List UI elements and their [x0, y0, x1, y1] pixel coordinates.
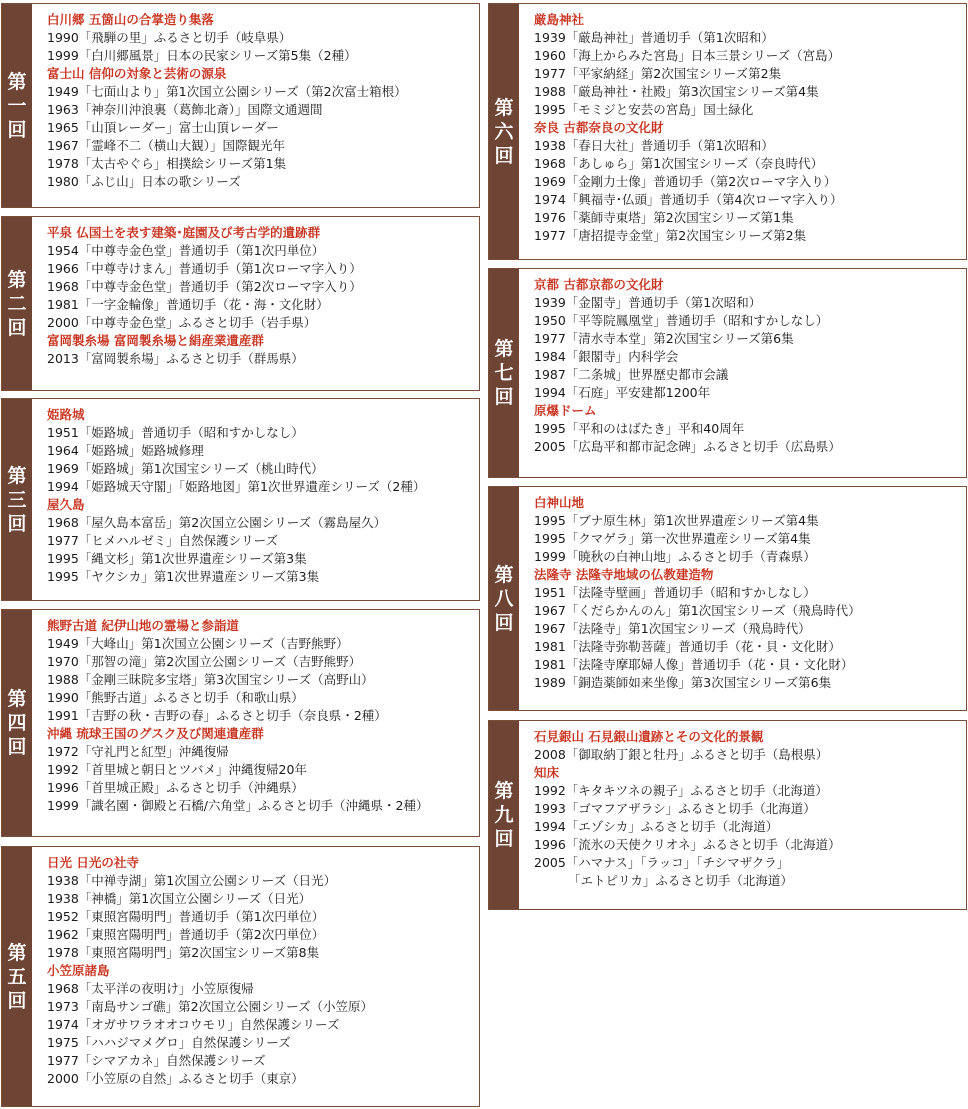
site-heading: 白川郷 五箇山の合掌造り集落 [47, 12, 214, 27]
site-heading: 京都 古都京都の文化財 [534, 277, 664, 292]
stamp-entry: 1993「ゴマフアザラシ」ふるさと切手（北海道） [534, 801, 816, 816]
site-heading: 小笠原諸島 [47, 963, 110, 978]
stamp-entry: 2005「ハマナス」「ラッコ」「チシマザクラ」 [534, 855, 790, 870]
stamp-entry: 1984「銀閣寺」内科学会 [534, 349, 679, 364]
stamp-entry: 1949「大峰山」第1次国立公園シリーズ（吉野熊野） [47, 636, 349, 651]
card-body [32, 399, 479, 600]
stamp-entry: 1968「中尊寺金色堂」普通切手（第2次ローマ字入り） [47, 279, 362, 294]
card-body [32, 4, 479, 207]
stamp-entry: 1974「興福寺･仏頭」普通切手（第4次ローマ字入り） [534, 192, 843, 207]
stamp-entry: 1972「守礼門と紅型」沖縄復帰 [47, 744, 229, 759]
stamp-entry: 1965「山頂レーダー」富士山頂レーダー [47, 120, 279, 135]
card-round-4 [1, 609, 480, 837]
stamp-entry: 1977「清水寺本堂」第2次国宝シリーズ第6集 [534, 331, 794, 346]
round-label: 第三回 [7, 464, 27, 535]
round-label: 第二回 [7, 268, 27, 339]
stamp-entry: 1949「七面山より」第1次国立公園シリーズ（第2次富士箱根） [47, 84, 407, 99]
round-label: 第六回 [494, 96, 514, 167]
stamp-entry: 1999「暁秋の白神山地」ふるさと切手（青森県） [534, 549, 816, 564]
round-label: 第五回 [7, 941, 27, 1012]
site-heading: 沖縄 琉球王国のグスク及び関連遺産群 [47, 726, 264, 741]
stamp-entry: 1966「中尊寺けまん」普通切手（第1次ローマ字入り） [47, 261, 362, 276]
stamp-entry: 1952「東照宮陽明門」普通切手（第1次円単位） [47, 909, 325, 924]
stamp-entry: 1938「春日大社」普通切手（第1次昭和） [534, 138, 774, 153]
card-round-9 [488, 720, 967, 910]
stamp-entry: 1974「オガサワラオオコウモリ」自然保護シリーズ [47, 1017, 340, 1032]
stamp-entry: 1992「キタキツネの親子」ふるさと切手（北海道） [534, 783, 828, 798]
round-rail [489, 269, 519, 477]
stamp-entry: 1992「首里城と朝日とツバメ」沖縄復帰20年 [47, 762, 307, 777]
stamp-entry: 1988「金剛三昧院多宝塔」第3次国宝シリーズ（高野山） [47, 672, 374, 687]
card-round-8 [488, 486, 967, 711]
stamp-entry: 1968「あしゅら」第1次国宝シリーズ（奈良時代） [534, 156, 824, 171]
stamp-entry: 1995「モミジと安芸の宮島」国土緑化 [534, 102, 754, 117]
site-heading: 姫路城 [47, 407, 85, 422]
card-round-7 [488, 268, 967, 478]
stamp-entry: 1999「白川郷風景」日本の民家シリーズ第5集（2種） [47, 48, 357, 63]
round-rail [489, 721, 519, 909]
stamp-entry: 1938「中禅寺湖」第1次国立公園シリーズ（日光） [47, 873, 337, 888]
stamp-entry: 1939「厳島神社」普通切手（第1次昭和） [534, 30, 774, 45]
stamp-entry: 1978「東照宮陽明門」第2次国宝シリーズ第8集 [47, 945, 320, 960]
stamp-entry: 1938「神橋」第1次国立公園シリーズ（日光） [47, 891, 312, 906]
stamp-entry: 1970「那智の滝」第2次国立公園シリーズ（吉野熊野） [47, 654, 362, 669]
site-heading: 平泉 仏国土を表す建築･庭園及び考古学的遺跡群 [47, 225, 321, 240]
stamp-entry: 1977「唐招提寺金堂」第2次国宝シリーズ第2集 [534, 228, 807, 243]
stamp-entry: 2000「小笠原の自然」ふるさと切手（東京） [47, 1071, 304, 1086]
site-heading: 法隆寺 法隆寺地域の仏教建造物 [534, 567, 714, 582]
stamp-entry: 1967「霊峰不二（横山大観）」国際観光年 [47, 138, 286, 153]
stamp-entry: 1990「熊野古道」ふるさと切手（和歌山県） [47, 690, 304, 705]
round-rail [2, 4, 32, 207]
stamp-entry: 1960「海上からみた宮島」日本三景シリーズ（宮島） [534, 48, 841, 63]
card-body [519, 4, 966, 259]
stamp-entry: 1975「ハハジマメグロ」自然保護シリーズ [47, 1035, 291, 1050]
stamp-entry: 1996「流氷の天使クリオネ」ふるさと切手（北海道） [534, 837, 841, 852]
site-heading: 石見銀山 石見銀山遺跡とその文化的景観 [534, 729, 764, 744]
site-heading: 屋久島 [47, 497, 85, 512]
round-rail [2, 217, 32, 390]
stamp-entry: 1996「首里城正殿」ふるさと切手（沖縄県） [47, 780, 304, 795]
stamp-entry: 2000「中尊寺金色堂」ふるさと切手（岩手県） [47, 315, 317, 330]
card-body [32, 847, 479, 1106]
site-heading: 熊野古道 紀伊山地の霊場と参詣道 [47, 618, 239, 633]
round-rail [2, 610, 32, 836]
stamp-entry: 1978「太古やぐら」相撲絵シリーズ第1集 [47, 156, 287, 171]
stamp-entry: 2005「広島平和都市記念碑」ふるさと切手（広島県） [534, 439, 841, 454]
stamp-entry: 1990「飛騨の里」ふるさと切手（岐阜県） [47, 30, 292, 45]
stamp-entry: 1995「ブナ原生林」第1次世界遺産シリーズ第4集 [534, 513, 819, 528]
stamp-entry: 1973「南島サンゴ礁」第2次国立公園シリーズ（小笠原） [47, 999, 374, 1014]
stamp-entry: 1995「クマゲラ」第一次世界遺産シリーズ第4集 [534, 531, 811, 546]
round-label: 第七回 [494, 338, 514, 408]
stamp-entry: 1976「薬師寺東塔」第2次国宝シリーズ第1集 [534, 210, 794, 225]
stamp-entry: 1954「中尊寺金色堂」普通切手（第1次円単位） [47, 243, 325, 258]
round-label: 第一回 [7, 70, 27, 141]
stamp-entry: 1964「姫路城」姫路城修理 [47, 443, 204, 458]
stamp-entry: 1963「神奈川沖浪裏（葛飾北斎）」国際文通週間 [47, 102, 323, 117]
site-heading: 日光 日光の社寺 [47, 855, 139, 870]
stamp-entry: 「エトピリカ」ふるさと切手（北海道） [568, 873, 793, 888]
stamp-entry: 1991「吉野の秋・吉野の春」ふるさと切手（奈良県・2種） [47, 708, 387, 723]
card-round-2 [1, 216, 480, 391]
site-heading: 知床 [534, 765, 560, 780]
site-heading: 原爆ドーム [534, 403, 597, 418]
stamp-entry: 1967「くだらかんのん」第1次国宝シリーズ（飛鳥時代） [534, 603, 861, 618]
stamp-entry: 2013「富岡製糸場」ふるさと切手（群馬県） [47, 351, 304, 366]
card-round-5 [1, 846, 480, 1107]
stamp-entry: 1968「太平洋の夜明け」小笠原復帰 [47, 981, 254, 996]
stamp-entry: 1987「二条城」世界歴史都市会議 [534, 367, 729, 382]
stamp-entry: 1977「シマアカネ」自然保護シリーズ [47, 1053, 266, 1068]
round-rail [489, 4, 519, 259]
site-heading: 厳島神社 [534, 12, 585, 27]
card-round-6 [488, 3, 967, 260]
site-heading: 白神山地 [534, 495, 585, 510]
stamp-entry: 1968「屋久島本富岳」第2次国立公園シリーズ（霧島屋久） [47, 515, 387, 530]
round-rail [2, 399, 32, 600]
stamp-entry: 1977「ヒメハルゼミ」自然保護シリーズ [47, 533, 279, 548]
stamp-entry: 1977「平家納経」第2次国宝シリーズ第2集 [534, 66, 782, 81]
stamp-entry: 1962「東照宮陽明門」普通切手（第2次円単位） [47, 927, 325, 942]
card-body [32, 217, 479, 390]
stamp-entry: 1951「姫路城」普通切手（昭和すかしなし） [47, 425, 304, 440]
stamp-entry: 1951「法隆寺壁画」普通切手（昭和すかしなし） [534, 585, 816, 600]
stamp-entry: 1994「姫路城天守閣」「姫路地図」第1次世界遺産シリーズ（2種） [47, 479, 426, 494]
site-heading: 奈良 古都奈良の文化財 [534, 120, 664, 135]
card-body [519, 269, 966, 477]
stamp-entry: 1950「平等院鳳凰堂」普通切手（昭和すかしなし） [534, 313, 829, 328]
card-round-1 [1, 3, 480, 208]
stamp-entry: 1989「銅造薬師如来坐像」第3次国宝シリーズ第6集 [534, 675, 832, 690]
stamp-entry: 1969「金剛力士像」普通切手（第2次ローマ字入り） [534, 174, 837, 189]
card-body [519, 721, 966, 909]
stamp-entry: 1980「ふじ山」日本の歌シリーズ [47, 174, 241, 189]
card-body [32, 610, 479, 836]
round-label: 第四回 [7, 688, 27, 758]
stamp-entry: 2008「御取納丁銀と牡丹」ふるさと切手（島根県） [534, 747, 829, 762]
stamp-entry: 1995「縄文杉」第1次世界遺産シリーズ第3集 [47, 551, 307, 566]
stamp-entry: 1995「ヤクシカ」第1次世界遺産シリーズ第3集 [47, 569, 320, 584]
stamp-entry: 1994「エゾシカ」ふるさと切手（北海道） [534, 819, 779, 834]
round-label: 第九回 [494, 780, 514, 850]
stamp-entry: 1939「金閣寺」普通切手（第1次昭和） [534, 295, 762, 310]
card-round-3 [1, 398, 480, 601]
stamp-entry: 1969「姫路城」第1次国宝シリーズ（桃山時代） [47, 461, 324, 476]
stamp-entry: 1981「法隆寺弥勒菩薩」普通切手（花・貝・文化財） [534, 639, 841, 654]
round-rail [489, 487, 519, 710]
card-body [519, 487, 966, 710]
stamp-entry: 1999「識名園・御殿と石橋/六角堂」ふるさと切手（沖縄県・2種） [47, 798, 429, 813]
site-heading: 富岡製糸場 富岡製糸場と絹産業遺産群 [47, 333, 264, 348]
stamp-entry: 1995「平和のはばたき」平和40周年 [534, 421, 745, 436]
stamp-entry: 1967「法隆寺」第1次国宝シリーズ（飛鳥時代） [534, 621, 811, 636]
stamp-entry: 1981「一字金輪像」普通切手（花・海・文化財） [47, 297, 329, 312]
site-heading: 富士山 信仰の対象と芸術の源泉 [47, 66, 227, 81]
stamp-entry: 1994「石庭」平安建都1200年 [534, 385, 711, 400]
round-rail [2, 847, 32, 1106]
stamp-entry: 1981「法隆寺摩耶婦人像」普通切手（花・貝・文化財） [534, 657, 854, 672]
stamp-entry: 1988「厳島神社・社殿」第3次国宝シリーズ第4集 [534, 84, 819, 99]
round-label: 第八回 [494, 563, 514, 634]
